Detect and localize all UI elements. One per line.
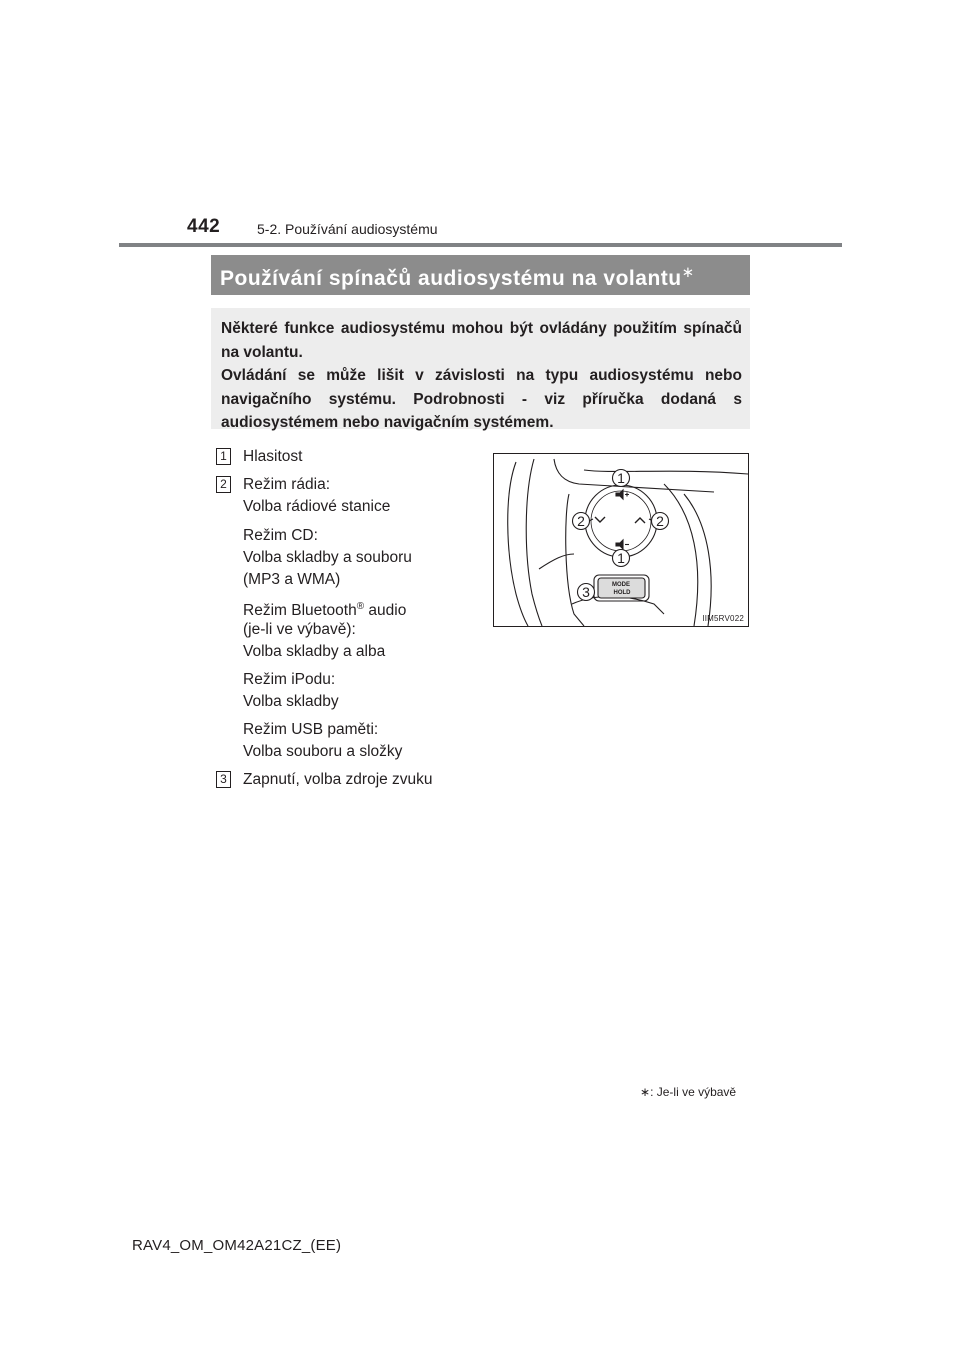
item-number-badge: 2 — [216, 476, 231, 493]
footnote-text: : Je-li ve výbavě — [650, 1085, 737, 1099]
section-title — [211, 255, 750, 295]
asterisk-icon: ∗ — [640, 1085, 651, 1099]
page-number: 442 — [187, 216, 221, 237]
callout-label: 2 — [577, 513, 585, 529]
item-subtext: Volba rádiové stanice — [243, 498, 391, 515]
intro-line-2: Ovládání se může lišit v závislosti na typu audiosystému nebo navigačního systému. Podrobnosti - viz příručka dodaná s audiosystémem nebo navigačním systémem. — [221, 367, 742, 431]
bluetooth-mode-label: Režim Bluetooth — [243, 602, 357, 620]
section-reference: 5-2. Používání audiosystému — [257, 221, 438, 237]
item-text: Režim rádia: — [243, 476, 330, 493]
item-subtext: Režim USB paměti: — [243, 721, 379, 738]
item-subtext: (MP3 a WMA) — [243, 571, 341, 588]
hold-button-label: HOLD — [613, 590, 631, 596]
steering-wheel-illustration — [494, 454, 748, 626]
footnote — [640, 1085, 736, 1099]
steering-switch-figure — [493, 453, 749, 627]
item-subtext: Volba skladby a souboru — [243, 549, 412, 566]
item-subtext: Režim iPodu: — [243, 671, 336, 688]
mode-button-label: MODE — [612, 582, 630, 588]
callout-label: 1 — [617, 470, 625, 486]
callout-label: 3 — [582, 584, 590, 600]
callout-label: 2 — [656, 513, 664, 529]
item-text: Hlasitost — [243, 448, 303, 465]
figure-code: IIM5RV022 — [702, 614, 744, 623]
item-subtext: (je-li ve výbavě): — [243, 621, 356, 638]
item-subtext: Režim CD: — [243, 527, 318, 544]
item-text: Zapnutí, volba zdroje zvuku — [243, 771, 433, 788]
header-divider — [119, 243, 842, 247]
item-subtext: Volba skladby — [243, 693, 339, 710]
intro-line-1: Některé funkce audiosystému mohou být ovládány použitím spínačů na volantu. — [221, 320, 742, 361]
intro-box — [211, 308, 750, 429]
item-number-badge: 3 — [216, 771, 231, 788]
registered-mark: ® audio — [356, 601, 407, 620]
document-id: RAV4_OM_OM42A21CZ_(EE) — [132, 1237, 342, 1254]
item-number-badge: 1 — [216, 448, 231, 465]
item-subtext: Volba skladby a alba — [243, 643, 386, 660]
section-title-text: Používání spínačů audiosystému na volantu — [220, 267, 682, 290]
callout-label: 1 — [617, 550, 625, 566]
item-subtext: Volba souboru a složky — [243, 743, 403, 760]
asterisk-icon: ∗ — [681, 264, 695, 281]
